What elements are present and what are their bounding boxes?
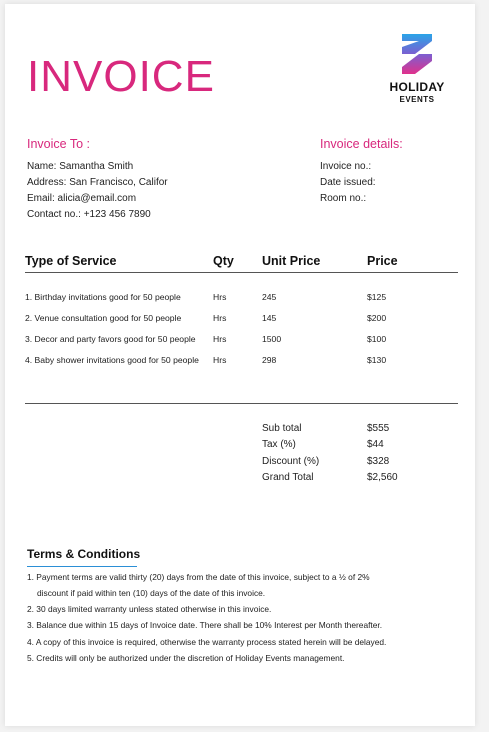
term-line: 4. A copy of this invoice is required, otherwise the warranty process stated herein will be delayed. <box>27 637 387 647</box>
terms-underline <box>27 566 137 567</box>
service-cell: 1. Birthday invitations good for 50 people <box>25 292 181 302</box>
tax-value: $44 <box>367 439 384 450</box>
term-line: discount if paid within ten (10) days of the date of this invoice. <box>37 588 266 598</box>
tax-label: Tax (%) <box>262 439 296 450</box>
header-unit-price: Unit Price <box>262 254 321 268</box>
unit-price-cell: 1500 <box>262 334 282 344</box>
invoice-to-heading: Invoice To : <box>27 137 91 151</box>
service-cell: 3. Decor and party favors good for 50 people <box>25 334 196 344</box>
unit-price-cell: 298 <box>262 355 277 365</box>
customer-name: Name: Samantha Smith <box>27 161 134 172</box>
logo-subtitle: EVENTS <box>399 95 435 104</box>
term-line: 3. Balance due within 15 days of Invoice date. There shall be 10% Interest per Month thereafter. <box>27 620 383 630</box>
price-cell: $200 <box>367 313 387 323</box>
term-line: 5. Credits will only be authorized under the discretion of Holiday Events management. <box>27 653 345 663</box>
service-cell: 4. Baby shower invitations good for 50 people <box>25 355 199 365</box>
invoice-details-heading: Invoice details: <box>320 137 403 151</box>
subtotal-label: Sub total <box>262 423 302 434</box>
unit-price-cell: 145 <box>262 313 277 323</box>
qty-cell: Hrs <box>213 313 227 323</box>
invoice-number-label: Invoice no.: <box>320 161 372 172</box>
header-divider <box>25 272 458 273</box>
logo-name: HOLIDAY <box>389 80 445 94</box>
header-qty: Qty <box>213 254 234 268</box>
customer-email: Email: alicia@email.com <box>27 193 137 204</box>
company-logo <box>367 30 467 104</box>
qty-cell: Hrs <box>213 292 227 302</box>
invoice-title: INVOICE <box>27 52 215 101</box>
price-cell: $130 <box>367 355 387 365</box>
unit-price-cell: 245 <box>262 292 277 302</box>
customer-address: Address: San Francisco, Califor <box>27 177 168 188</box>
customer-contact: Contact no.: +123 456 7890 <box>27 209 151 220</box>
term-line: 1. Payment terms are valid thirty (20) days from the date of this invoice, subject to a ½ of 2% <box>27 572 370 582</box>
header-type-of-service: Type of Service <box>25 254 117 268</box>
invoice-page <box>5 4 475 726</box>
date-issued-label: Date issued: <box>320 177 376 188</box>
qty-cell: Hrs <box>213 334 227 344</box>
discount-label: Discount (%) <box>262 456 320 467</box>
grand-total-label: Grand Total <box>262 472 314 483</box>
room-number-label: Room no.: <box>320 193 367 204</box>
stylized-z-logo-icon <box>398 30 436 78</box>
service-cell: 2. Venue consultation good for 50 people <box>25 313 182 323</box>
subtotal-value: $555 <box>367 423 390 434</box>
table-bottom-divider <box>25 403 458 404</box>
qty-cell: Hrs <box>213 355 227 365</box>
term-line: 2. 30 days limited warranty unless stated otherwise in this invoice. <box>27 604 272 614</box>
header-price: Price <box>367 254 398 268</box>
price-cell: $100 <box>367 334 387 344</box>
grand-total-value: $2,560 <box>367 472 398 483</box>
terms-heading: Terms & Conditions <box>27 547 141 561</box>
price-cell: $125 <box>367 292 387 302</box>
discount-value: $328 <box>367 456 390 467</box>
